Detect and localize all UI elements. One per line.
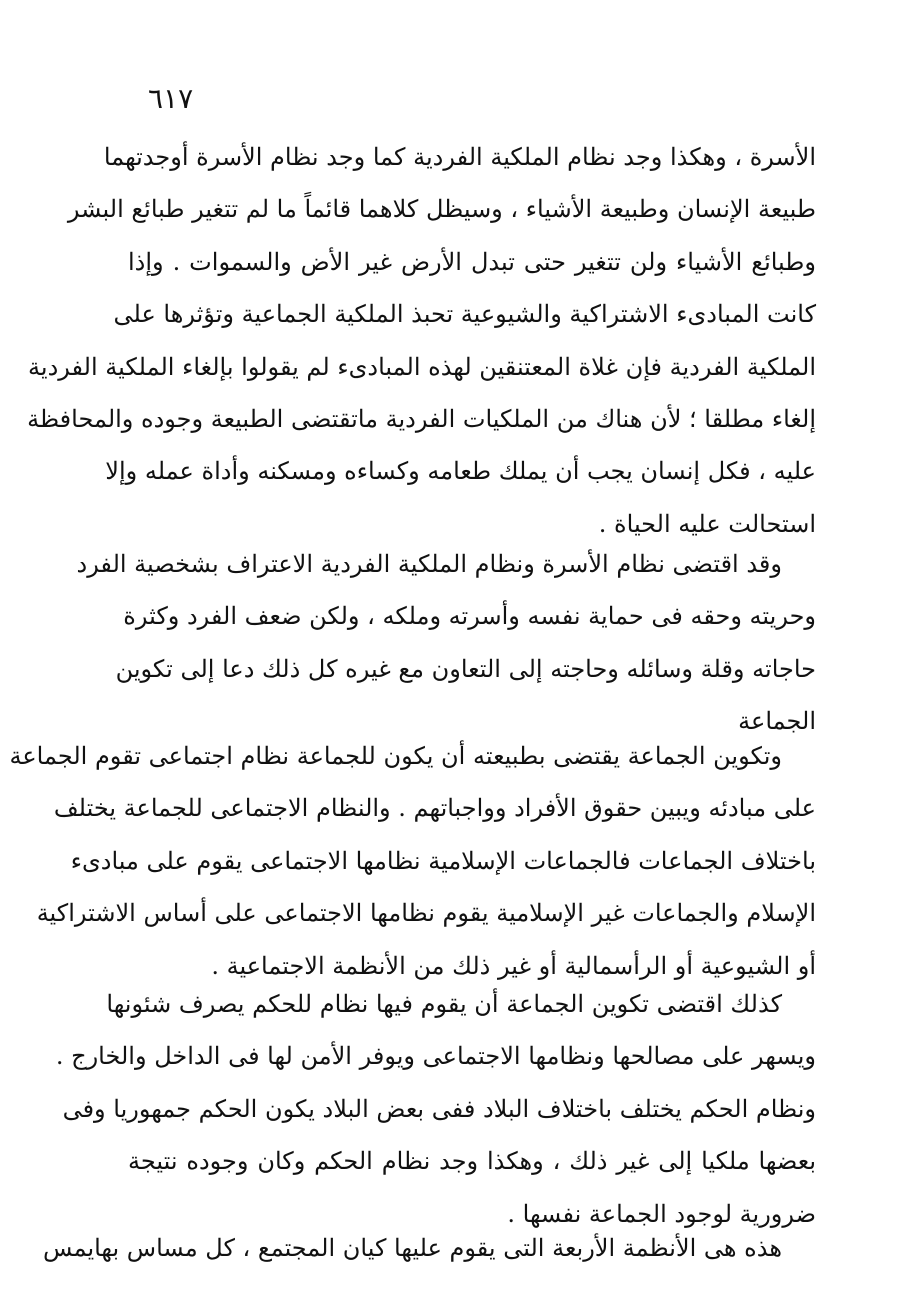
text-line: استحالت عليه الحياة . (598, 509, 816, 538)
text-line: وطبائع الأشياء ولن تتغير حتى تبدل الأرض غير الأض والسموات . وإذا (128, 247, 816, 276)
text-line: وقد اقتضى نظام الأسرة ونظام الملكية الفردية الاعتراف بشخصية الفرد (76, 550, 782, 578)
text-line: وتكوين الجماعة يقتضى بطبيعته أن يكون للجماعة نظام اجتماعى تقوم الجماعة (9, 742, 782, 770)
text-line: أو الشيوعية أو الرأسمالية أو غير ذلك من الأنظمة الاجتماعية . (211, 951, 816, 980)
text-line: باختلاف الجماعات فالجماعات الإسلامية نظامها الاجتماعى يقوم على مبادىء (70, 846, 816, 875)
text-line: طبيعة الإنسان وطبيعة الأشياء ، وسيظل كلاهما قائماً ما لم تتغير طبائع البشر (67, 195, 816, 224)
paragraph-4 (55, 978, 816, 1240)
text-line: كانت المبادىء الاشتراكية والشيوعية تحبذ الملكية الجماعية وتؤثرها على (113, 300, 816, 329)
text-line: وحريته وحقه فى حماية نفسه وأسرته وملكه ، ولكن ضعف الفرد وكثرة (123, 602, 816, 631)
text-line: بعضها ملكيا إلى غير ذلك ، وهكذا وجد نظام الحكم وكان وجوده نتيجة (128, 1147, 816, 1176)
text-line: كذلك اقتضى تكوين الجماعة أن يقوم فيها نظام للحكم يصرف شئونها (106, 990, 782, 1018)
paragraph-5 (42, 1222, 816, 1274)
page-number: ٦١٧ (148, 82, 194, 115)
text-line: الملكية الفردية فإن غلاة المعتنقين لهذه المبادىء لم يقولوا بإلغاء الملكية الفردية (28, 352, 816, 381)
text-line: الإسلام والجماعات غير الإسلامية يقوم نظامها الاجتماعى على أساس الاشتراكية (36, 899, 816, 928)
text-line: ضرورية لوجود الجماعة نفسها . (507, 1199, 816, 1228)
text-line: حاجاته وقلة وسائله وحاجته إلى التعاون مع غيره كل ذلك دعا إلى تكوين (115, 654, 816, 683)
text-line: هذه هى الأنظمة الأربعة التى يقوم عليها كيان المجتمع ، كل مساس بهايمس (42, 1234, 782, 1262)
text-line: عليه ، فكل إنسان يجب أن يملك طعامه وكساءه ومسكنه وأداة عمله وإلا (105, 457, 816, 486)
text-line: ويسهر على مصالحها ونظامها الاجتماعى ويوفر الأمن لها فى الداخل والخارج . (55, 1042, 816, 1071)
text-line: الأسرة ، وهكذا وجد نظام الملكية الفردية كما وجد نظام الأسرة أوجدتهما (103, 143, 816, 171)
text-line: ونظام الحكم يختلف باختلاف البلاد ففى بعض البلاد يكون الحكم جمهوريا وفى (62, 1094, 816, 1123)
text-line: إلغاء مطلقا ؛ لأن هناك من الملكيات الفردية ماتقتضى الطبيعة وجوده والمحافظة (27, 404, 816, 433)
paragraph-3 (9, 730, 816, 992)
paragraph-1 (27, 131, 816, 550)
text-line: على مبادئه ويبين حقوق الأفراد وواجباتهم . والنظام الاجتماعى للجماعة يختلف (53, 794, 816, 823)
text-line: الجماعة (738, 707, 816, 736)
paragraph-2 (76, 538, 816, 748)
